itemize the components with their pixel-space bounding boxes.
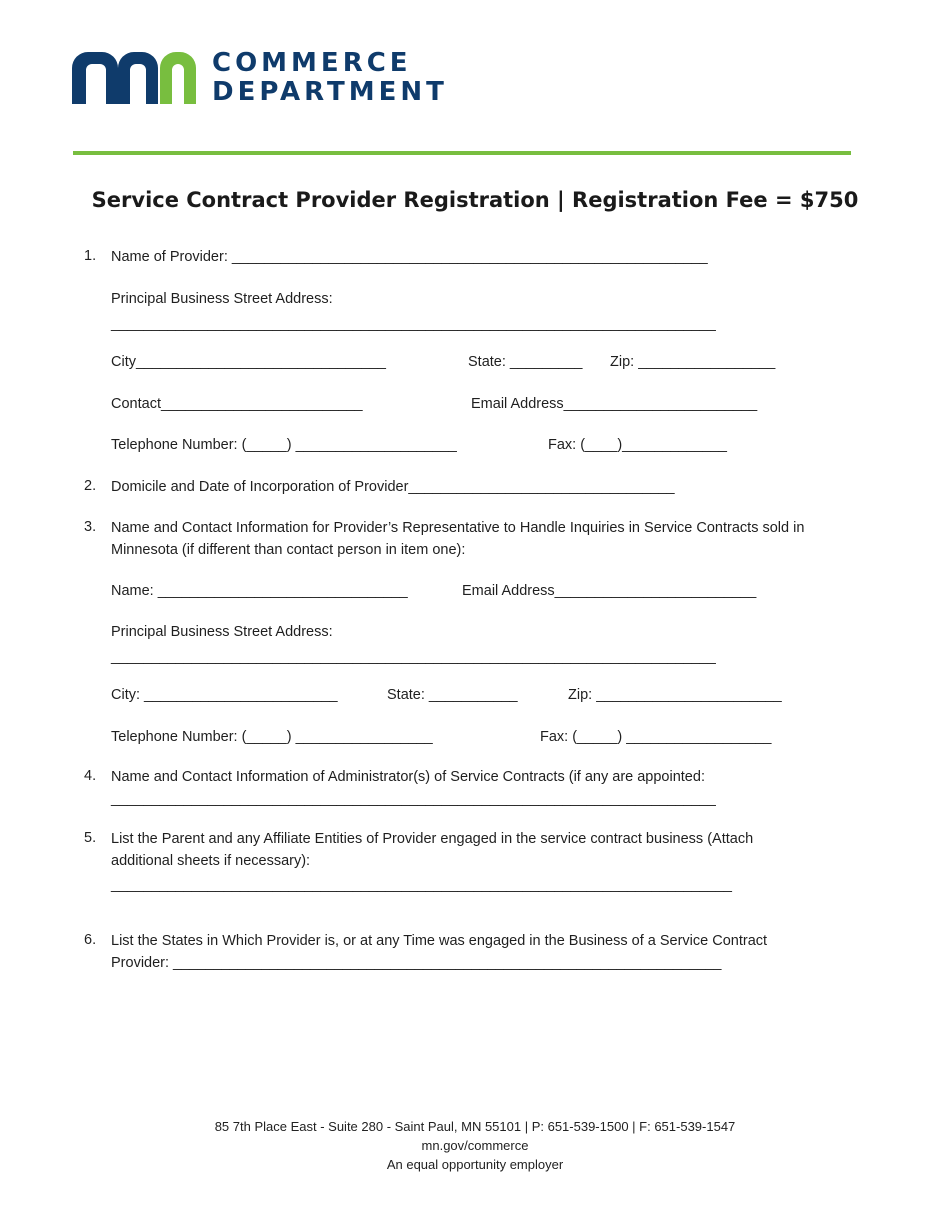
zip-field[interactable]: Zip: _________________ <box>610 354 776 370</box>
representative-heading-line1: Name and Contact Information for Provider’s Representative to Handle Inquiries in Service Contracts sold in <box>111 520 805 536</box>
rep-email-field[interactable]: Email Address_________________________ <box>462 583 757 599</box>
item-number-4: 4. <box>84 768 97 784</box>
state-field[interactable]: State: _________ <box>468 354 583 370</box>
item-number-6: 6. <box>84 932 97 948</box>
rep-city-field[interactable]: City: ________________________ <box>111 687 338 703</box>
item-number-3: 3. <box>84 519 97 535</box>
administrator-field[interactable]: ___________________________________________________________________________ <box>111 791 716 807</box>
states-engaged-field[interactable]: Provider: ____________________________________________________________________ <box>111 955 722 971</box>
rep-name-field[interactable]: Name: _______________________________ <box>111 583 408 599</box>
footer-website[interactable]: mn.gov/commerce <box>421 1138 529 1153</box>
item-number-2: 2. <box>84 478 97 494</box>
logo-line-department: DEPARTMENT <box>212 77 448 107</box>
telephone-field[interactable]: Telephone Number: (_____) ____________________ <box>111 437 457 453</box>
domicile-field[interactable]: Domicile and Date of Incorporation of Provider_________________________________ <box>111 479 675 495</box>
rep-fax-field[interactable]: Fax: (_____) __________________ <box>540 729 772 745</box>
logo-wordmark <box>212 50 448 105</box>
item-number-1: 1. <box>84 248 97 264</box>
email-field[interactable]: Email Address________________________ <box>471 396 758 412</box>
rep-zip-field[interactable]: Zip: _______________________ <box>568 687 782 703</box>
contact-field[interactable]: Contact_________________________ <box>111 396 363 412</box>
parent-affiliates-line2: additional sheets if necessary): <box>111 853 311 869</box>
page-title: Service Contract Provider Registration | Registration Fee = $750 <box>91 188 859 212</box>
representative-heading-line2: Minnesota (if different than contact person in item one): <box>111 542 466 558</box>
rep-address-label: Principal Business Street Address: <box>111 624 333 640</box>
administrator-label: Name and Contact Information of Administrator(s) of Service Contracts (if any are appointed: <box>111 769 705 785</box>
parent-affiliates-field[interactable]: _____________________________________________________________________________ <box>111 877 732 893</box>
footer-address: 85 7th Place East - Suite 280 - Saint Paul, MN 55101 | P: 651-539-1500 | F: 651-539-1547 <box>214 1119 736 1134</box>
rep-address-field[interactable]: ___________________________________________________________________________ <box>111 649 716 665</box>
footer-tagline: An equal opportunity employer <box>386 1157 564 1172</box>
fax-field[interactable]: Fax: (____)_____________ <box>548 437 727 453</box>
mn-logo-icon <box>72 52 196 104</box>
states-engaged-line1: List the States in Which Provider is, or at any Time was engaged in the Business of a Service Contract <box>111 933 768 949</box>
header-divider <box>73 151 851 155</box>
parent-affiliates-line1: List the Parent and any Affiliate Entities of Provider engaged in the service contract business (Attach <box>111 831 754 847</box>
city-field[interactable]: City_______________________________ <box>111 354 386 370</box>
logo-line-commerce: COMMERCE <box>212 48 412 78</box>
rep-state-field[interactable]: State: ___________ <box>387 687 518 703</box>
rep-telephone-field[interactable]: Telephone Number: (_____) _________________ <box>111 729 433 745</box>
principal-address-field[interactable]: ___________________________________________________________________________ <box>111 316 716 332</box>
item-number-5: 5. <box>84 830 97 846</box>
name-of-provider-field[interactable]: Name of Provider: ___________________________________________________________ <box>111 249 708 265</box>
principal-address-label: Principal Business Street Address: <box>111 291 333 307</box>
